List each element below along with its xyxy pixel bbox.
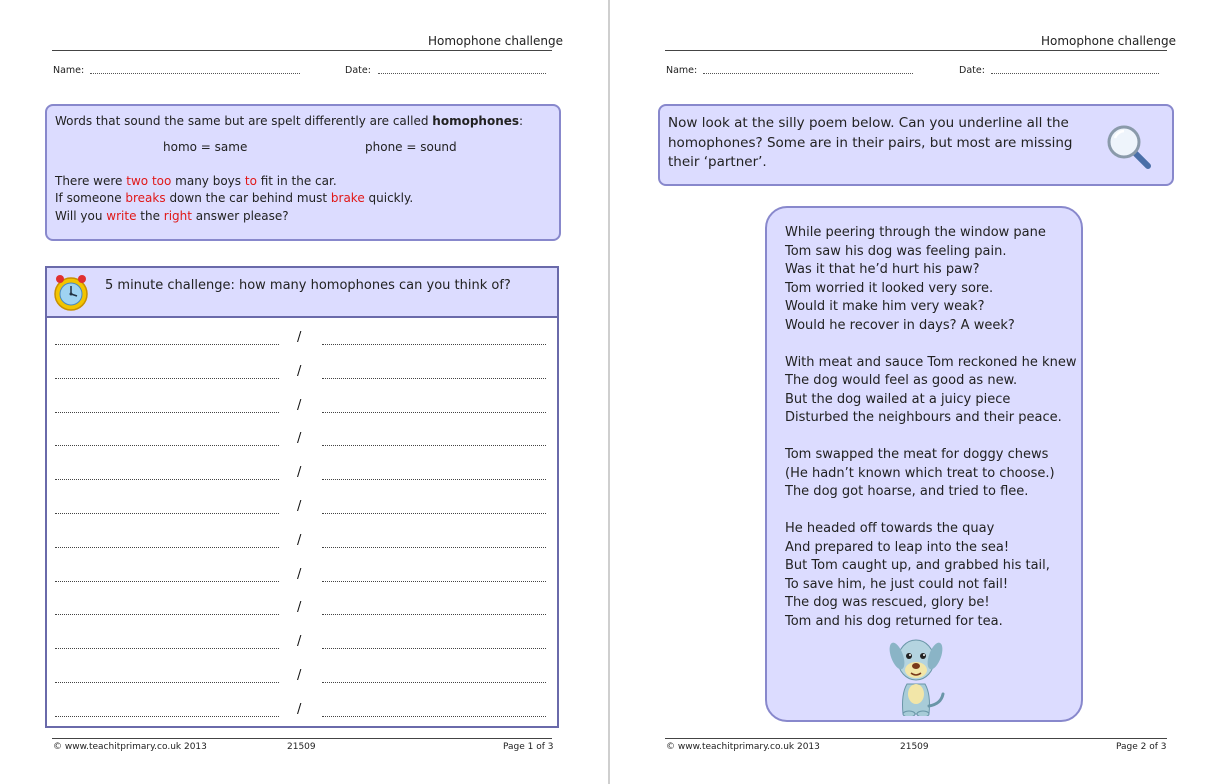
name-label: Name: (666, 65, 698, 76)
poem-line: Tom saw his dog was feeling pain. (785, 243, 1007, 259)
poem-line: Would he recover in days? A week? (785, 317, 1015, 333)
answer-separator: / (297, 668, 302, 683)
answer-separator: / (297, 701, 302, 717)
footer-copyright: © www.teachitprimary.co.uk 2013 (53, 742, 207, 752)
answer-separator: / (297, 397, 302, 413)
answer-blank-right[interactable] (322, 682, 546, 683)
footer-code: 21509 (900, 742, 929, 752)
homo-definition: homo = same (163, 139, 248, 154)
poem-line: But the dog wailed at a juicy piece (785, 391, 1011, 407)
header-rule (665, 50, 1167, 51)
challenge-title: 5 minute challenge: how many homophones can you think of? (105, 278, 511, 293)
dog-illustration (885, 632, 947, 716)
poem-line: And prepared to leap into the sea! (785, 539, 1010, 555)
answer-blank-right[interactable] (322, 344, 546, 345)
footer-page-number: Page 2 of 3 (1116, 742, 1167, 752)
footer-code: 21509 (287, 742, 316, 752)
name-field[interactable] (90, 73, 300, 74)
answer-separator: / (297, 363, 302, 379)
answer-separator: / (297, 465, 302, 481)
answer-blank-left[interactable] (55, 614, 279, 615)
poem-line: The dog would feel as good as new. (785, 373, 1018, 388)
page-title: Homophone challenge (428, 34, 563, 48)
challenge-box (45, 266, 559, 728)
answer-separator: / (297, 566, 302, 582)
poem-stanza-3 (785, 446, 1071, 502)
answer-blank-left[interactable] (55, 513, 279, 514)
answer-row (47, 499, 557, 519)
date-label: Date: (345, 65, 371, 76)
answer-row (47, 533, 557, 553)
example-sentence-1: There were two too many boys to fit in the car. (55, 173, 337, 188)
poem-line: Tom swapped the meat for doggy chews (785, 447, 1049, 462)
worksheet-page-2 (610, 0, 1218, 784)
answer-blank-left[interactable] (55, 547, 279, 548)
answer-separator: / (297, 499, 302, 514)
answer-row (47, 330, 557, 350)
worksheet-page-1 (0, 0, 608, 784)
poem-stanza-1 (785, 224, 1071, 335)
answer-blank-right[interactable] (322, 412, 546, 413)
answer-row (47, 465, 557, 485)
answer-blank-right[interactable] (322, 716, 546, 717)
answer-blank-right[interactable] (322, 513, 546, 514)
answer-row (47, 668, 557, 688)
answer-blank-right[interactable] (322, 445, 546, 446)
footer-copyright: © www.teachitprimary.co.uk 2013 (666, 742, 820, 752)
answer-row (47, 398, 557, 418)
answer-row (47, 431, 557, 451)
answer-blank-right[interactable] (322, 614, 546, 615)
answer-blank-right[interactable] (322, 547, 546, 548)
answer-blank-left[interactable] (55, 682, 279, 683)
date-label: Date: (959, 65, 985, 76)
page-title: Homophone challenge (1041, 34, 1176, 48)
poem-line: Was it that he’d hurt his paw? (785, 262, 980, 277)
poem-line: (He hadn’t known which treat to choose.) (785, 465, 1055, 481)
poem-line: Tom worried it looked very sore. (785, 280, 994, 296)
answer-separator: / (297, 600, 302, 616)
date-field[interactable] (991, 73, 1159, 74)
example-sentence-2: If someone breaks down the car behind must brake quickly. (55, 191, 414, 205)
homophones-term: homophones (432, 114, 520, 128)
answer-blank-left[interactable] (55, 581, 279, 582)
poem-line: But Tom caught up, and grabbed his tail, (785, 558, 1050, 573)
answer-blank-left[interactable] (55, 445, 279, 446)
answer-blank-right[interactable] (322, 378, 546, 379)
answer-row (47, 364, 557, 384)
answer-row (47, 567, 557, 587)
answer-row (47, 702, 557, 722)
footer-rule (665, 738, 1167, 739)
definition-line: Words that sound the same but are spelt differently are called homophones: (55, 114, 524, 128)
example-sentence-3: Will you write the right answer please? (55, 208, 289, 223)
header-rule (52, 50, 552, 51)
poem-line: Disturbed the neighbours and their peace. (785, 410, 1062, 425)
answer-blank-left[interactable] (55, 648, 279, 649)
answer-blank-left[interactable] (55, 378, 279, 379)
poem-stanza-4 (785, 520, 1071, 631)
name-label: Name: (53, 65, 85, 76)
answer-row (47, 634, 557, 654)
magnifying-glass-icon (1104, 122, 1154, 172)
challenge-header (47, 268, 557, 318)
poem-stanza-2 (785, 354, 1077, 428)
answer-blank-left[interactable] (55, 479, 279, 480)
task-instruction-text: Now look at the silly poem below. Can you underline all the homophones? Some are in their pairs, but most are missing their ‘partner’. (668, 115, 1073, 170)
answer-separator: / (297, 532, 302, 548)
name-field[interactable] (703, 73, 913, 74)
footer-rule (52, 738, 552, 739)
answer-blank-right[interactable] (322, 581, 546, 582)
answer-separator: / (297, 431, 302, 447)
answer-separator: / (297, 634, 302, 650)
poem-box (765, 206, 1083, 722)
poem-line: While peering through the window pane (785, 225, 1046, 240)
poem-line: The dog was rescued, glory be! (785, 595, 990, 610)
answer-area (47, 320, 557, 726)
poem-line: The dog got hoarse, and tried to flee. (785, 484, 1029, 499)
poem-line: Would it make him very weak? (785, 299, 985, 314)
phone-definition: phone = sound (365, 139, 457, 154)
answer-blank-left[interactable] (55, 344, 279, 345)
answer-blank-left[interactable] (55, 716, 279, 717)
poem-line: To save him, he just could not fail! (785, 576, 1009, 592)
answer-row (47, 600, 557, 620)
answer-blank-right[interactable] (322, 479, 546, 480)
answer-blank-left[interactable] (55, 412, 279, 413)
date-field[interactable] (378, 73, 546, 74)
answer-separator: / (297, 330, 302, 345)
answer-blank-right[interactable] (322, 648, 546, 649)
alarm-clock-icon (51, 272, 91, 312)
poem-line: He headed off towards the quay (785, 521, 995, 536)
poem-line: Tom and his dog returned for tea. (785, 613, 1003, 629)
task-instruction-box (658, 104, 1174, 186)
poem-line: With meat and sauce Tom reckoned he knew (785, 354, 1077, 370)
footer-page-number: Page 1 of 3 (503, 742, 554, 752)
intro-box (45, 104, 561, 241)
